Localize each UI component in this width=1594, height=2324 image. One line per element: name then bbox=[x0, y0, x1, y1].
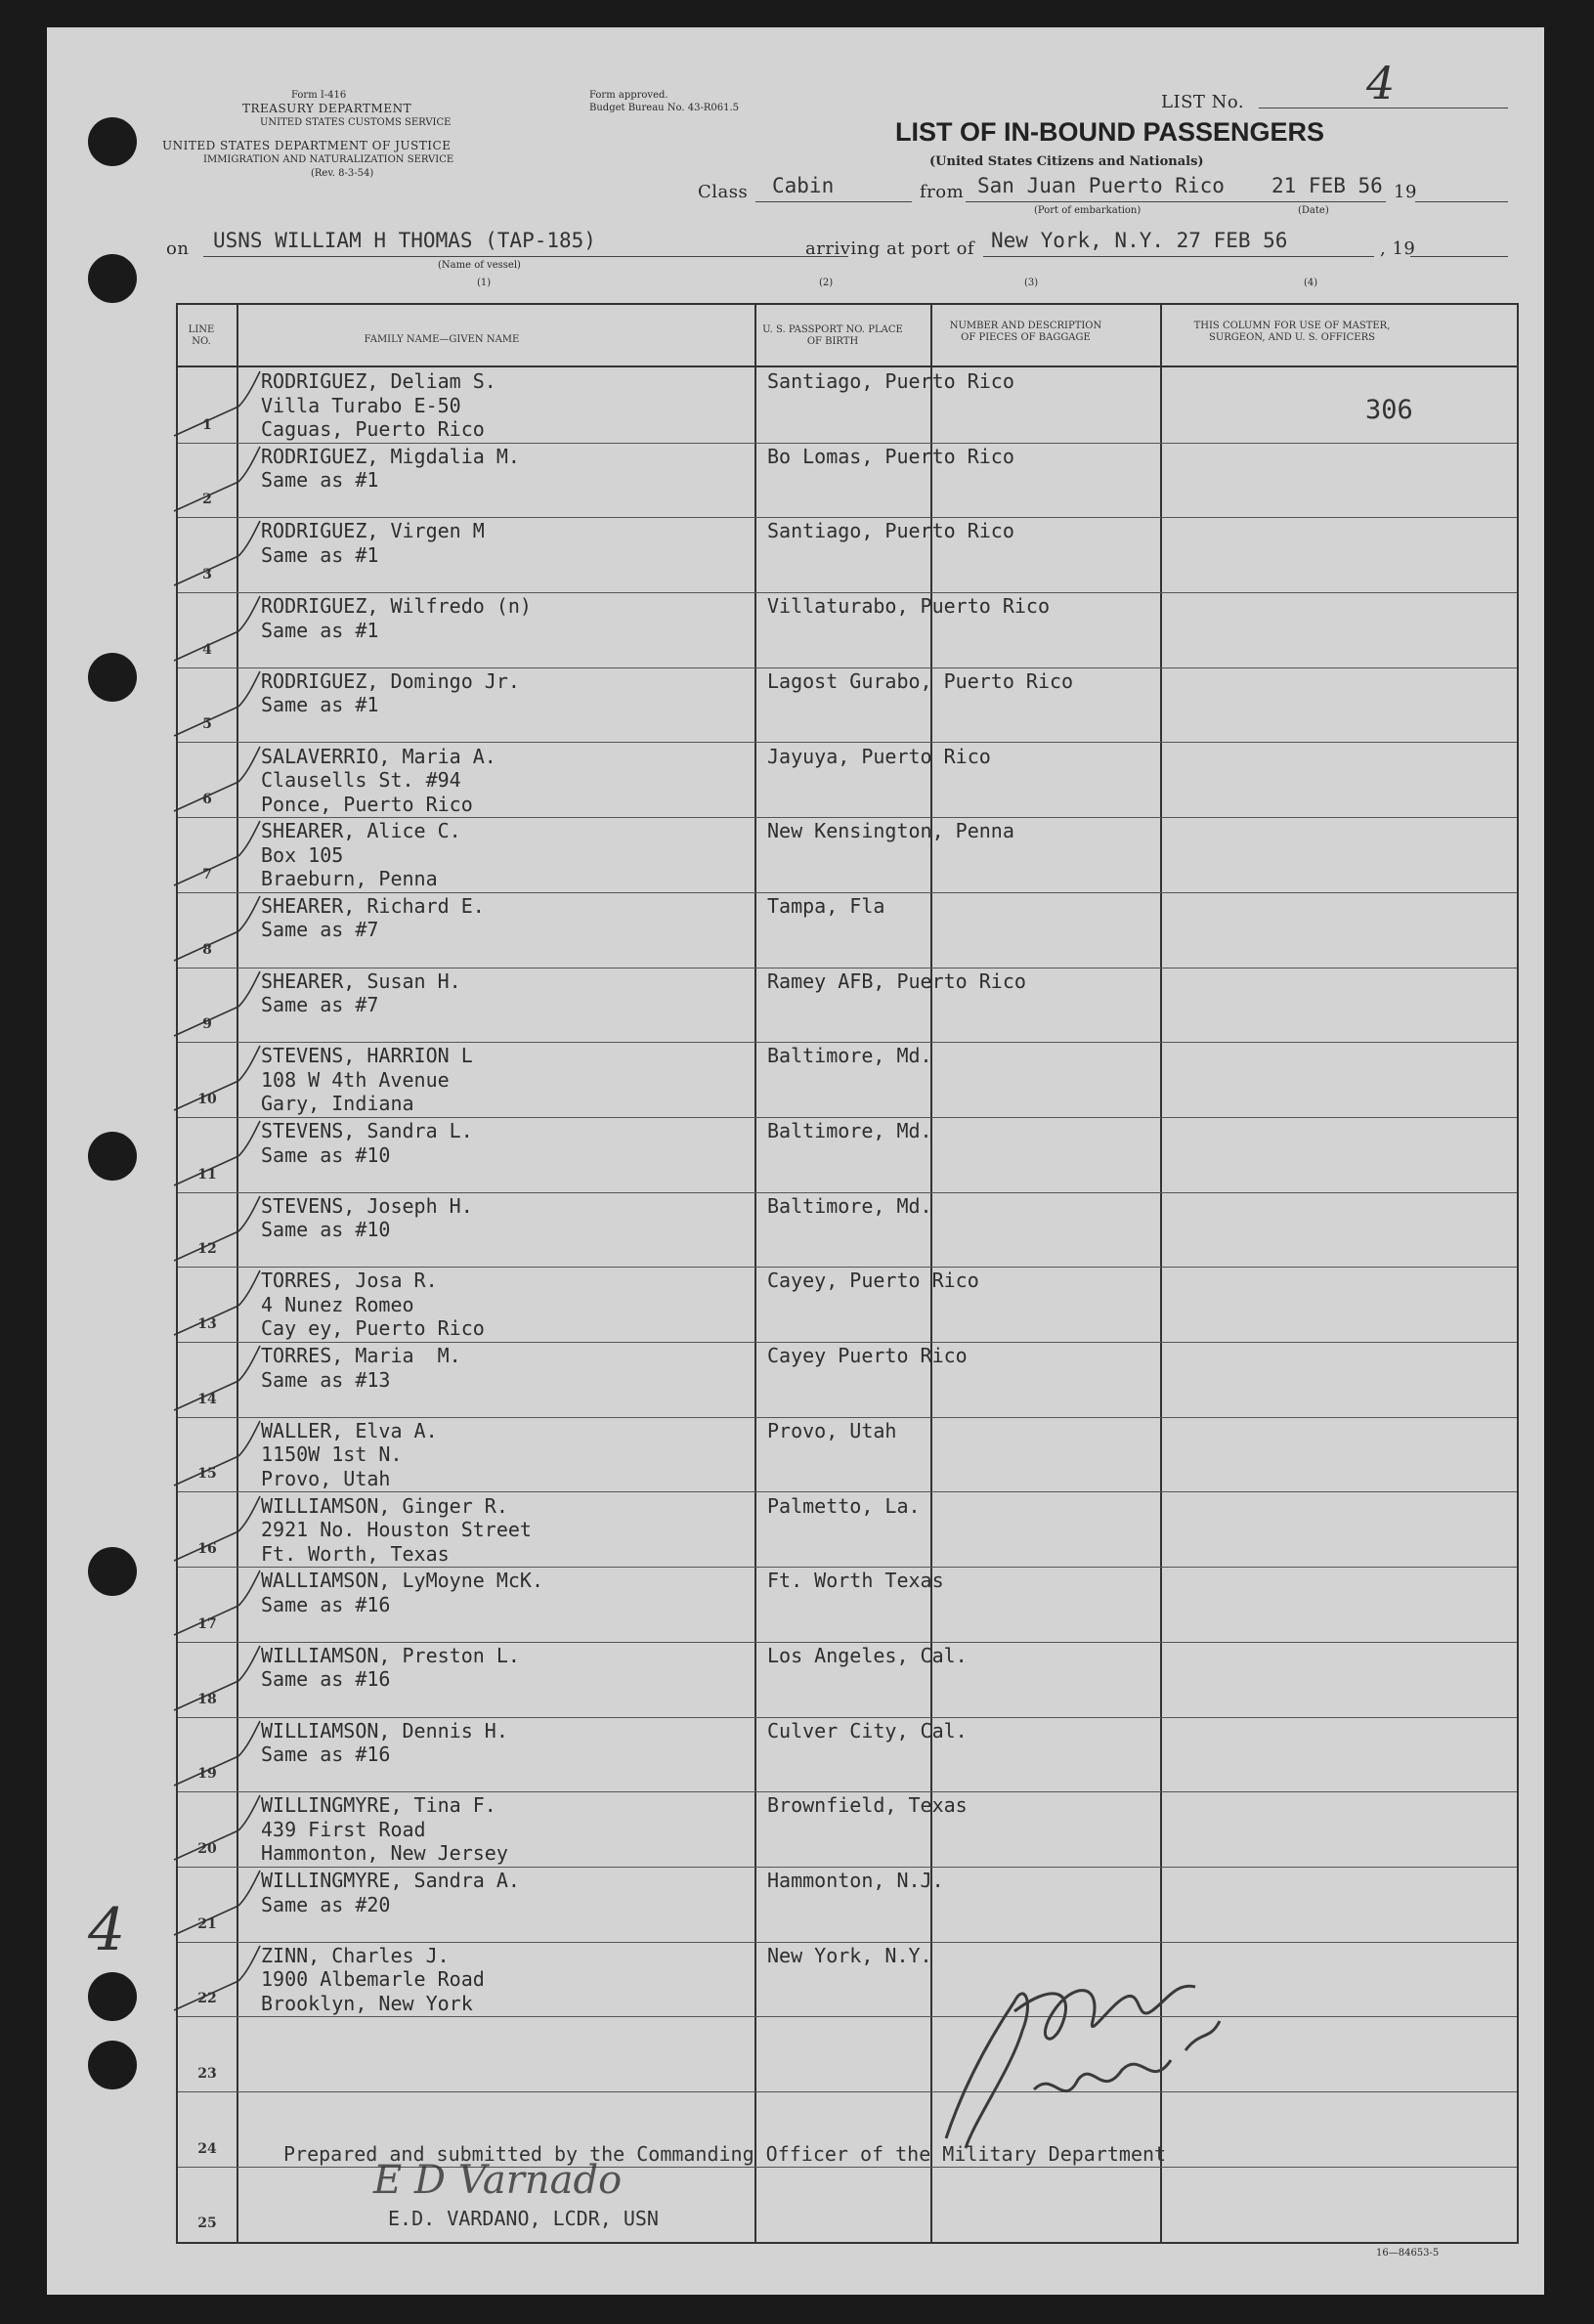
punch-hole bbox=[88, 1972, 137, 2021]
check-mark-icon bbox=[170, 443, 278, 521]
col-num-1: (1) bbox=[477, 278, 492, 288]
row-place-of-birth: Ft. Worth Texas bbox=[767, 1569, 944, 1593]
table-row bbox=[178, 667, 1517, 744]
class-label: Class bbox=[698, 182, 749, 202]
row-line-number: 18 bbox=[197, 1691, 217, 1707]
arrival-line bbox=[983, 256, 1374, 257]
row-place-of-birth: Palmetto, La. bbox=[767, 1493, 921, 1518]
row-passenger-name: WILLIAMSON, Dennis H. Same as #16 bbox=[261, 1718, 508, 1767]
row-place-of-birth: Baltimore, Md. bbox=[767, 1119, 932, 1142]
check-mark-icon bbox=[170, 1717, 278, 1795]
arriving-label: arriving at port of bbox=[805, 238, 975, 259]
from-line bbox=[966, 201, 1386, 202]
check-mark-icon bbox=[170, 743, 278, 821]
vessel-name: USNS WILLIAM H THOMAS (TAP-185) bbox=[213, 229, 596, 252]
signer-name: E.D. VARDANO, LCDR, USN bbox=[388, 2207, 659, 2230]
page-subtitle: (United States Citizens and Nationals) bbox=[929, 154, 1204, 169]
check-mark-icon bbox=[170, 1791, 278, 1870]
punch-hole bbox=[88, 2041, 137, 2089]
punch-hole bbox=[88, 254, 137, 303]
check-mark-icon bbox=[170, 1042, 278, 1120]
class-value: Cabin bbox=[772, 174, 835, 197]
table-row bbox=[178, 1717, 1517, 1793]
row-place-of-birth: Tampa, Fla bbox=[767, 893, 885, 918]
justice-dept: UNITED STATES DEPARTMENT OF JUSTICE bbox=[162, 139, 452, 152]
vessel-caption: (Name of vessel) bbox=[438, 260, 521, 271]
row-line-number: 3 bbox=[202, 567, 212, 583]
row-line-number: 20 bbox=[197, 1840, 217, 1857]
table-row bbox=[178, 817, 1517, 893]
row-line-number: 2 bbox=[202, 492, 212, 508]
row-passenger-name: WILLINGMYRE, Sandra A. Same as #20 bbox=[261, 1869, 520, 1916]
table-row bbox=[178, 443, 1517, 519]
header-baggage: NUMBER AND DESCRIPTION OF PIECES OF BAGGAGE bbox=[949, 321, 1102, 343]
row-passenger-name: STEVENS, Joseph H. Same as #10 bbox=[261, 1193, 473, 1242]
class-line bbox=[755, 201, 912, 202]
header-line-no: LINE NO. bbox=[188, 324, 215, 347]
row-passenger-name: RODRIGUEZ, Migdalia M. Same as #1 bbox=[261, 444, 520, 493]
row-line-number: 5 bbox=[202, 716, 212, 733]
form-revision: (Rev. 8-3-54) bbox=[311, 168, 374, 179]
header-passport: U. S. PASSPORT NO. PLACE OF BIRTH bbox=[762, 324, 903, 347]
year-line bbox=[1415, 201, 1508, 202]
row-line-number: 16 bbox=[197, 1541, 217, 1558]
row-passenger-name: SHEARER, Alice C. Box 105 Braeburn, Penna bbox=[261, 819, 461, 891]
row-passenger-name: TORRES, Maria M. Same as #13 bbox=[261, 1344, 461, 1392]
signature: E D Varnado bbox=[373, 2158, 623, 2203]
table-row bbox=[178, 1867, 1517, 1943]
check-mark-icon bbox=[170, 1642, 278, 1720]
check-mark-icon bbox=[170, 1492, 278, 1571]
official-scrawl-signature bbox=[907, 1943, 1317, 2168]
row-passenger-name: WILLINGMYRE, Tina F. 439 First Road Hammonton, New Jersey bbox=[261, 1793, 508, 1866]
form-number: Form I-416 bbox=[291, 90, 347, 101]
check-mark-icon bbox=[170, 1117, 278, 1195]
manifest-sheet bbox=[47, 27, 1544, 2295]
row-passenger-name: SHEARER, Richard E. Same as #7 bbox=[261, 893, 485, 942]
table-row bbox=[178, 517, 1517, 593]
form-approved: Form approved. bbox=[589, 90, 668, 101]
row-passenger-name: ZINN, Charles J. 1900 Albemarle Road Brooklyn, New York bbox=[261, 1943, 485, 2015]
table-row bbox=[178, 1642, 1517, 1718]
punch-hole bbox=[88, 117, 137, 166]
table-row bbox=[178, 367, 1517, 444]
check-mark-icon bbox=[170, 1942, 278, 2020]
list-no-label: LIST No. bbox=[1161, 92, 1245, 112]
row-place-of-birth: New Kensington, Penna bbox=[767, 819, 1014, 843]
table-row bbox=[178, 743, 1517, 819]
row-line-number: 21 bbox=[197, 1915, 217, 1932]
row-passenger-name: SALAVERRIO, Maria A. Clausells St. #94 Ponce, Puerto Rico bbox=[261, 744, 496, 816]
check-mark-icon bbox=[170, 367, 278, 446]
row-passenger-name: WALLIAMSON, LyMoyne McK. Same as #16 bbox=[261, 1569, 543, 1616]
list-no-value: 4 bbox=[1366, 57, 1396, 109]
row-line-number: 23 bbox=[197, 2066, 217, 2083]
prepared-statement: Prepared and submitted by the Commanding Officer of the Military Department bbox=[283, 2142, 1167, 2166]
row-line-number: 7 bbox=[202, 866, 212, 882]
row-place-of-birth: Provo, Utah bbox=[767, 1418, 897, 1442]
row-line-number: 9 bbox=[202, 1016, 212, 1033]
row-line-number: 22 bbox=[197, 1991, 217, 2007]
row-passenger-name: RODRIGUEZ, Domingo Jr. Same as #1 bbox=[261, 668, 520, 717]
row-passenger-name: RODRIGUEZ, Deliam S. Villa Turabo E-50 Caguas, Puerto Rico bbox=[261, 369, 496, 441]
date-caption: (Date) bbox=[1298, 205, 1329, 216]
punch-hole bbox=[88, 1132, 137, 1181]
row-place-of-birth: Hammonton, N.J. bbox=[767, 1869, 944, 1892]
row-passenger-name: RODRIGUEZ, Virgen M Same as #1 bbox=[261, 519, 485, 567]
row-line-number: 4 bbox=[202, 641, 212, 658]
check-mark-icon bbox=[170, 892, 278, 970]
row-line-number: 8 bbox=[202, 941, 212, 958]
table-row bbox=[178, 968, 1517, 1044]
row-place-of-birth: Bo Lomas, Puerto Rico bbox=[767, 444, 1014, 468]
row-place-of-birth: Baltimore, Md. bbox=[767, 1044, 932, 1068]
check-mark-icon bbox=[170, 1342, 278, 1420]
punch-hole bbox=[88, 1547, 137, 1596]
row-passenger-name: WALLER, Elva A. 1150W 1st N. Provo, Utah bbox=[261, 1418, 438, 1490]
table-row bbox=[178, 1791, 1517, 1868]
row-place-of-birth: Villaturabo, Puerto Rico bbox=[767, 594, 1050, 619]
row-line-number: 19 bbox=[197, 1766, 217, 1783]
row-line-number: 14 bbox=[197, 1391, 217, 1407]
row-passenger-name: TORRES, Josa R. 4 Nunez Romeo Cay ey, Puerto Rico bbox=[261, 1269, 485, 1341]
row-passenger-name: SHEARER, Susan H. Same as #7 bbox=[261, 968, 461, 1017]
check-mark-icon bbox=[170, 592, 278, 670]
check-mark-icon bbox=[170, 1417, 278, 1495]
row-place-of-birth: Jayuya, Puerto Rico bbox=[767, 744, 991, 768]
check-mark-icon bbox=[170, 1192, 278, 1270]
treasury-dept: TREASURY DEPARTMENT bbox=[242, 102, 412, 115]
row-place-of-birth: Cayey, Puerto Rico bbox=[767, 1269, 979, 1293]
col-num-2: (2) bbox=[819, 278, 834, 288]
page-title: LIST OF IN-BOUND PASSENGERS bbox=[895, 117, 1325, 147]
table-row bbox=[178, 1492, 1517, 1569]
stamp-number: 306 bbox=[1365, 395, 1413, 425]
vessel-line bbox=[203, 256, 848, 257]
customs-service: UNITED STATES CUSTOMS SERVICE bbox=[260, 117, 452, 128]
row-line-number: 15 bbox=[197, 1466, 217, 1483]
row-line-number: 6 bbox=[202, 792, 212, 808]
year-prefix-2: , 19 bbox=[1380, 238, 1416, 259]
row-place-of-birth: Cayey Puerto Rico bbox=[767, 1344, 968, 1368]
check-mark-icon bbox=[170, 1567, 278, 1645]
punch-hole bbox=[88, 653, 137, 702]
row-place-of-birth: Culver City, Cal. bbox=[767, 1718, 968, 1743]
footer-code: 16—84653-5 bbox=[1376, 2248, 1440, 2259]
table-row bbox=[178, 892, 1517, 968]
on-label: on bbox=[166, 238, 190, 259]
from-label: from bbox=[920, 182, 965, 202]
row-passenger-name: WILLIAMSON, Preston L. Same as #16 bbox=[261, 1643, 520, 1692]
table-row bbox=[178, 1042, 1517, 1118]
check-mark-icon bbox=[170, 517, 278, 595]
row-passenger-name: STEVENS, Sandra L. Same as #10 bbox=[261, 1119, 473, 1167]
table-row bbox=[178, 1117, 1517, 1193]
row-passenger-name: STEVENS, HARRION L 108 W 4th Avenue Gary, Indiana bbox=[261, 1044, 473, 1116]
row-line-number: 1 bbox=[202, 416, 212, 433]
row-place-of-birth: Santiago, Puerto Rico bbox=[767, 519, 1014, 543]
table-row bbox=[178, 592, 1517, 668]
check-mark-icon bbox=[170, 1867, 278, 1945]
check-mark-icon bbox=[170, 968, 278, 1046]
table-row bbox=[178, 1417, 1517, 1493]
row-line-number: 11 bbox=[197, 1166, 217, 1183]
table-row bbox=[178, 1267, 1517, 1343]
col-num-3: (3) bbox=[1024, 278, 1039, 288]
table-row bbox=[178, 1342, 1517, 1418]
check-mark-icon bbox=[170, 667, 278, 746]
margin-mark: 4 bbox=[88, 1896, 126, 1964]
port-emb-caption: (Port of embarkation) bbox=[1034, 205, 1142, 216]
row-line-number: 10 bbox=[197, 1091, 217, 1107]
row-line-number: 24 bbox=[197, 2140, 217, 2157]
embarkation-date: 21 FEB 56 bbox=[1271, 174, 1383, 197]
row-place-of-birth: Lagost Gurabo, Puerto Rico bbox=[767, 668, 1074, 693]
table-row bbox=[178, 1192, 1517, 1269]
row-line-number: 12 bbox=[197, 1241, 217, 1258]
col-num-4: (4) bbox=[1304, 278, 1318, 288]
row-place-of-birth: Los Angeles, Cal. bbox=[767, 1643, 968, 1667]
ins-service: IMMIGRATION AND NATURALIZATION SERVICE bbox=[203, 154, 454, 165]
row-line-number: 25 bbox=[197, 2216, 217, 2232]
row-place-of-birth: Baltimore, Md. bbox=[767, 1193, 932, 1218]
year-line-2 bbox=[1410, 256, 1508, 257]
budget-bureau: Budget Bureau No. 43-R061.5 bbox=[589, 103, 739, 113]
year-prefix: 19 bbox=[1394, 182, 1417, 202]
header-name: FAMILY NAME—GIVEN NAME bbox=[364, 334, 520, 345]
check-mark-icon bbox=[170, 817, 278, 895]
row-place-of-birth: Brownfield, Texas bbox=[767, 1793, 968, 1818]
header-use: THIS COLUMN FOR USE OF MASTER, SURGEON, AND U. S. OFFICERS bbox=[1193, 321, 1391, 343]
row-line-number: 17 bbox=[197, 1615, 217, 1632]
row-passenger-name: RODRIGUEZ, Wilfredo (n) Same as #1 bbox=[261, 594, 532, 642]
arrival-port-date: New York, N.Y. 27 FEB 56 bbox=[991, 229, 1288, 252]
row-passenger-name: WILLIAMSON, Ginger R. 2921 No. Houston Street Ft. Worth, Texas bbox=[261, 1493, 532, 1566]
row-line-number: 13 bbox=[197, 1316, 217, 1333]
row-place-of-birth: Ramey AFB, Puerto Rico bbox=[767, 968, 1026, 993]
table-row bbox=[178, 1567, 1517, 1643]
row-place-of-birth: Santiago, Puerto Rico bbox=[767, 369, 1014, 393]
port-of-embarkation: San Juan Puerto Rico bbox=[977, 174, 1225, 197]
check-mark-icon bbox=[170, 1267, 278, 1345]
row-place-of-birth: New York, N.Y. bbox=[767, 1943, 932, 1967]
